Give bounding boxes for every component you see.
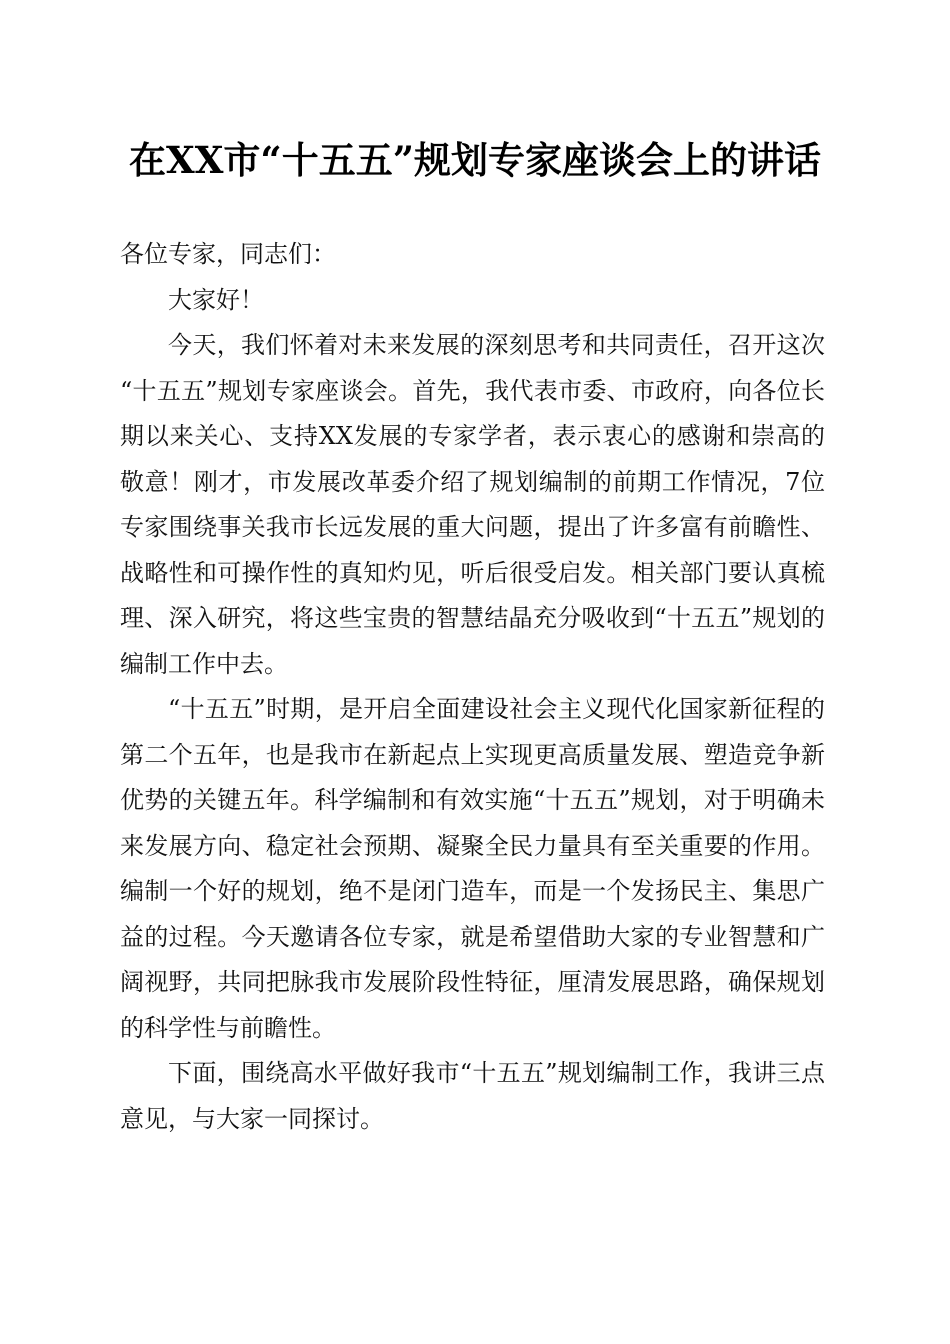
document-title: 在XX市“十五五”规划专家座谈会上的讲话	[129, 138, 821, 182]
paragraph-greeting: 大家好！	[168, 285, 264, 314]
paragraph-significance: “十五五”时期，是开启全面建设社会主义现代化国家新征程的第二个五年，也是我市在新起点上实现更高质量发展、塑造竞争新优势的关键五年。科学编制和有效实施“十五五”规划，对于明确未来发展方向、稳定社会预期、凝聚全民力量具有至关重要的作用。编制一个好的规划，绝不是闭门造车，而是一个发扬民主、集思广益的过程。今天邀请各位专家，就是希望借助大家的专业智慧和广阔视野，共同把脉我市发展阶段性特征，厘清发展思路，确保规划的科学性与前瞻性。	[120, 695, 825, 1042]
paragraph-transition: 下面，围绕高水平做好我市“十五五”规划编制工作，我讲三点意见，与大家一同探讨。	[120, 1059, 825, 1133]
paragraph-opening: 今天，我们怀着对未来发展的深刻思考和共同责任，召开这次“十五五”规划专家座谈会。首先，我代表市委、市政府，向各位长期以来关心、支持XX发展的专家学者，表示衷心的感谢和崇高的敬意！刚才，市发展改革委介绍了规划编制的前期工作情况，7位专家围绕事关我市长远发展的重大问题，提出了许多富有前瞻性、战略性和可操作性的真知灼见，听后很受启发。相关部门要认真梳理、深入研究，将这些宝贵的智慧结晶充分吸收到“十五五”规划的编制工作中去。	[120, 331, 825, 678]
salutation: 各位专家，同志们：	[120, 240, 336, 268]
document-body	[120, 232, 825, 1142]
